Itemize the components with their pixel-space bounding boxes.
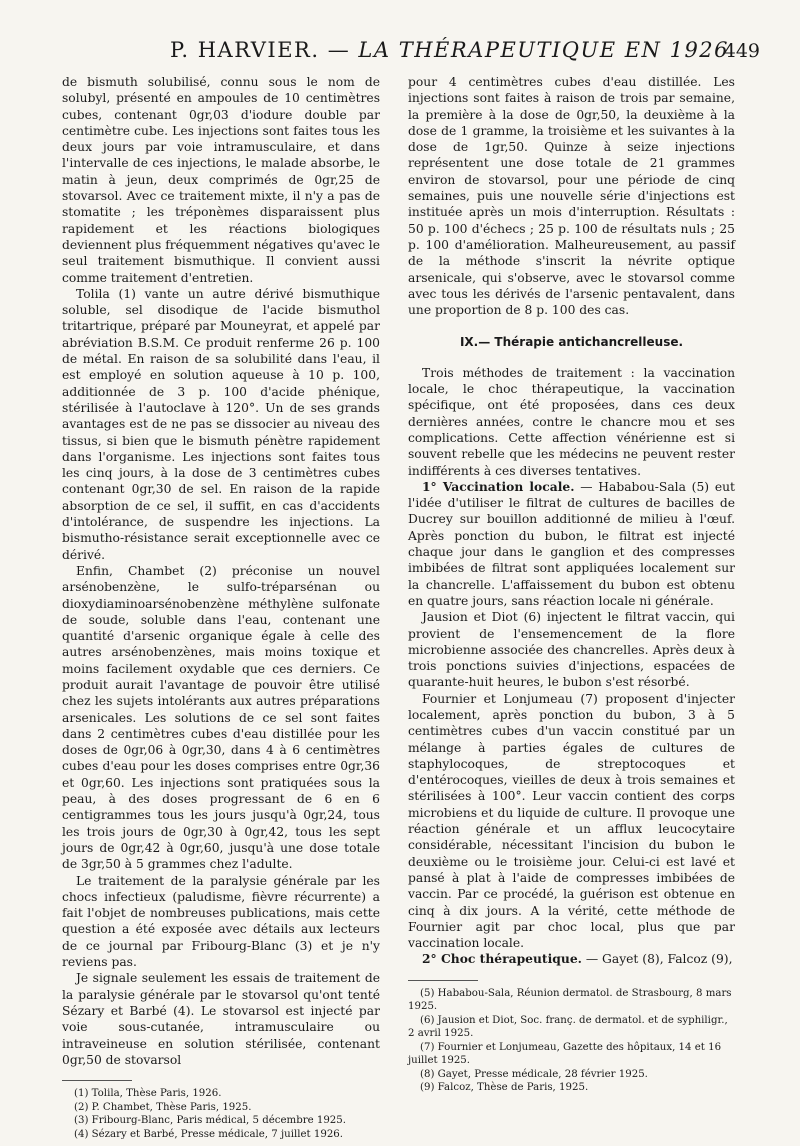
footnotes-right	[408, 987, 735, 1095]
footnote: (5) Hababou-Sala, Réunion dermatol. de Strasbourg, 8 mars 1925.	[408, 987, 732, 1013]
footnote: (9) Falcoz, Thèse de Paris, 1925.	[420, 1082, 589, 1094]
subsection-heading: 2° Choc thérapeutique.	[422, 951, 582, 967]
page-header	[60, 38, 760, 72]
footnotes-left	[62, 1087, 380, 1141]
footnote: (6) Jausion et Diot, Soc. franç. de dermatol. et de syphiligr., 2 avril 1925.	[408, 1014, 728, 1040]
paragraph	[408, 951, 735, 967]
footnote-separator	[408, 980, 478, 981]
subsection-heading: 1° Vaccination locale.	[422, 478, 575, 494]
footnote: (3) Fribourg-Blanc, Paris médical, 5 décembre 1925.	[74, 1115, 347, 1127]
author-name: P. HARVIER.	[170, 38, 320, 62]
paragraph: Fournier et Lonjumeau (7) proposent d'injecter localement, après ponction du bubon, 3 à 5 centimètres cubes d'un vaccin constitué par un mélange à parties égales de cultures de staphylocoques, de streptocoques et d'entérocoques, vieilles de deux à trois semaines et stérilisées à 100°. Leur vaccin contient des corps microbiens et du liquide de culture. Il provoque une réaction générale et un afflux leucocytaire considérable, nécessitant l'incision du bubon le deuxième ou le troisième jour. Celui-ci est lavé et pansé à plat à l'aide de compresses imbibées de vaccin. Par ce procédé, la guérison est obtenue en cinq à dix jours. A la vérité, cette méthode de Fournier agit par choc local, plus que par vaccination locale.	[408, 691, 735, 951]
footnote: (2) P. Chambet, Thèse Paris, 1925.	[74, 1101, 252, 1113]
paragraph	[408, 479, 735, 609]
footnote: (8) Gayet, Presse médicale, 28 février 1925.	[420, 1068, 648, 1080]
footnote-separator	[62, 1080, 132, 1081]
section-title: IX.— Thérapie antichancrelleuse.	[459, 335, 684, 350]
footnote: (4) Sézary et Barbé, Presse médicale, 7 juillet 1926.	[74, 1128, 344, 1140]
paragraph: Jausion et Diot (6) injectent le filtrat vaccin, qui provient de l'ensemencement de la flore microbienne associée des chancrelles. Après deux à trois ponctions suivies d'injections, espacées de quarante-huit heures, le bubon s'est résorbé.	[408, 610, 735, 690]
paragraph-text: — Hababou-Sala (5) eut l'idée d'utiliser le filtrat de cultures de bacilles de Ducrey sur bouillon additionné de milieu à l'œuf. Après ponction du bubon, le filtrat est injecté chaque jour dans le ganglion et des compresses imbibées de filtrat sont appliquées localement sur la chancrelle. L'affaissement du bubon est obtenu en quatre jours, sans réaction locale ni générale.	[408, 479, 735, 608]
left-column	[62, 74, 380, 1141]
paragraph: Trois méthodes de traitement : la vaccination locale, le choc thérapeutique, la vaccination spécifique, ont été proposées, dans ces deux dernières années, contre le chancre mou et ses complications. Cette affection vénérienne est si souvent rebelle que les médecins ne peuvent rester indifférents à ces diverses tentatives.	[408, 365, 735, 478]
article-title: LA THÉRAPEUTIQUE EN 1926	[358, 38, 730, 62]
footnote: (1) Tolila, Thèse Paris, 1926.	[74, 1088, 222, 1100]
paragraph: de bismuth solubilisé, connu sous le nom de solubyl, présenté en ampoules de 10 centimètres cubes, contenant 0gr,03 d'iodure double par centimètre cube. Les injections sont faites tous les deux jours par voie intramusculaire, et dans l'intervalle de ces injections, le malade absorbe, le matin à jeun, deux comprimés de 0gr,25 de stovarsol. Avec ce traitement mixte, il n'y a pas de stomatite ; les tréponèmes disparaissent plus rapidement et les réactions biologiques deviennent plus fréquemment négatives qu'avec le seul traitement bismuthique. Il convient aussi comme traitement d'entretien.	[62, 75, 380, 285]
paragraph: Le traitement de la paralysie générale par les chocs infectieux (paludisme, fièvre récurrente) a fait l'objet de nombreuses publications, mais cette question a été exposée avec détails aux lecteurs de ce journal par Fribourg-Blanc (3) et je n'y reviens pas.	[62, 873, 380, 970]
header-dash: —	[319, 38, 359, 62]
paragraph: pour 4 centimètres cubes d'eau distillée. Les injections sont faites à raison de trois par semaine, la première à la dose de 0gr,50, la deuxième à la dose de 1 gramme, la troisième et les suivantes à la dose de 1gr,50. Quinze à seize injections représentent une dose totale de 21 grammes environ de stovarsol, pour une période de cinq semaines, puis une nouvelle série d'injections est instituée après un mois d'interruption. Résultats : 50 p. 100 d'échecs ; 25 p. 100 de résultats nuls ; 25 p. 100 d'amélioration. Malheureusement, au passif de la méthode s'inscrit la névrite optique arsenicale, qui s'observe, avec le stovarsol comme avec tous les dérivés de l'arsenic pentavalent, dans une proportion de 8 p. 100 des cas.	[408, 75, 735, 318]
paragraph: Je signale seulement les essais de traitement de la paralysie générale par le stovarsol qu'ont tenté Sézary et Barbé (4). Le stovarsol est injecté par voie sous-cutanée, intramusculaire ou intraveineuse en solution stérilisée, contenant 0gr,50 de stovarsol	[62, 971, 380, 1067]
running-head	[170, 38, 729, 62]
page-number: 449	[723, 40, 760, 62]
paragraph: Tolila (1) vante un autre dérivé bismuthique soluble, sel disodique de l'acide bismuthol tritartrique, préparé par Mouneyrat, et appelé par abréviation B.S.M. Ce produit renferme 26 p. 100 de métal. En raison de sa solubilité dans l'eau, il est employé en solution aqueuse à 10 p. 100, additionnée de 3 p. 100 d'acide phénique, stérilisée à l'autoclave à 120°. Un de ses grands avantages est de ne pas se dissocier au niveau des tissus, si bien que le bismuth pénètre rapidement dans l'organisme. Les injections sont faites tous les cinq jours, à la dose de 3 centimètres cubes contenant 0gr,30 de sel. En raison de la rapide absorption de ce sel, il suffit, en cas d'accidents d'intolérance, de suspendre les injections. La bismutho-résistance serait exceptionnelle avec ce dérivé.	[62, 286, 380, 562]
paragraph: Enfin, Chambet (2) préconise un nouvel arsénobenzène, le sulfo-tréparsénan ou dioxydiaminoarsénobenzène méthylène sulfonate de soude, soluble dans l'eau, contenant une quantité d'arsenic organique égale à celle des autres arsénobenzènes, mais moins toxique et moins facilement oxydable que ces derniers. Ce produit aurait l'avantage de pouvoir être utilisé chez les sujets intolérants aux autres préparations arsenicales. Les solutions de ce sel sont faites dans 2 centimètres cubes d'eau distillée pour les doses de 0gr,06 à 0gr,30, dans 4 à 6 centimètres cubes d'eau pour les doses comprises entre 0gr,36 et 0gr,60. Les injections sont pratiquées sous la peau, à des doses progressant de 6 en 6 centigrammes tous les jours jusqu'à 0gr,24, tous les trois jours de 0gr,30 à 0gr,42, tous les sept jours de 0gr,42 à 0gr,60, jusqu'à une dose totale de 3gr,50 à 5 grammes chez l'adulte.	[62, 563, 380, 872]
footnote: (7) Fournier et Lonjumeau, Gazette des hôpitaux, 14 et 16 juillet 1925.	[408, 1041, 722, 1067]
right-column	[408, 74, 735, 1095]
paragraph-text: — Gayet (8), Falcoz (9),	[581, 952, 733, 967]
